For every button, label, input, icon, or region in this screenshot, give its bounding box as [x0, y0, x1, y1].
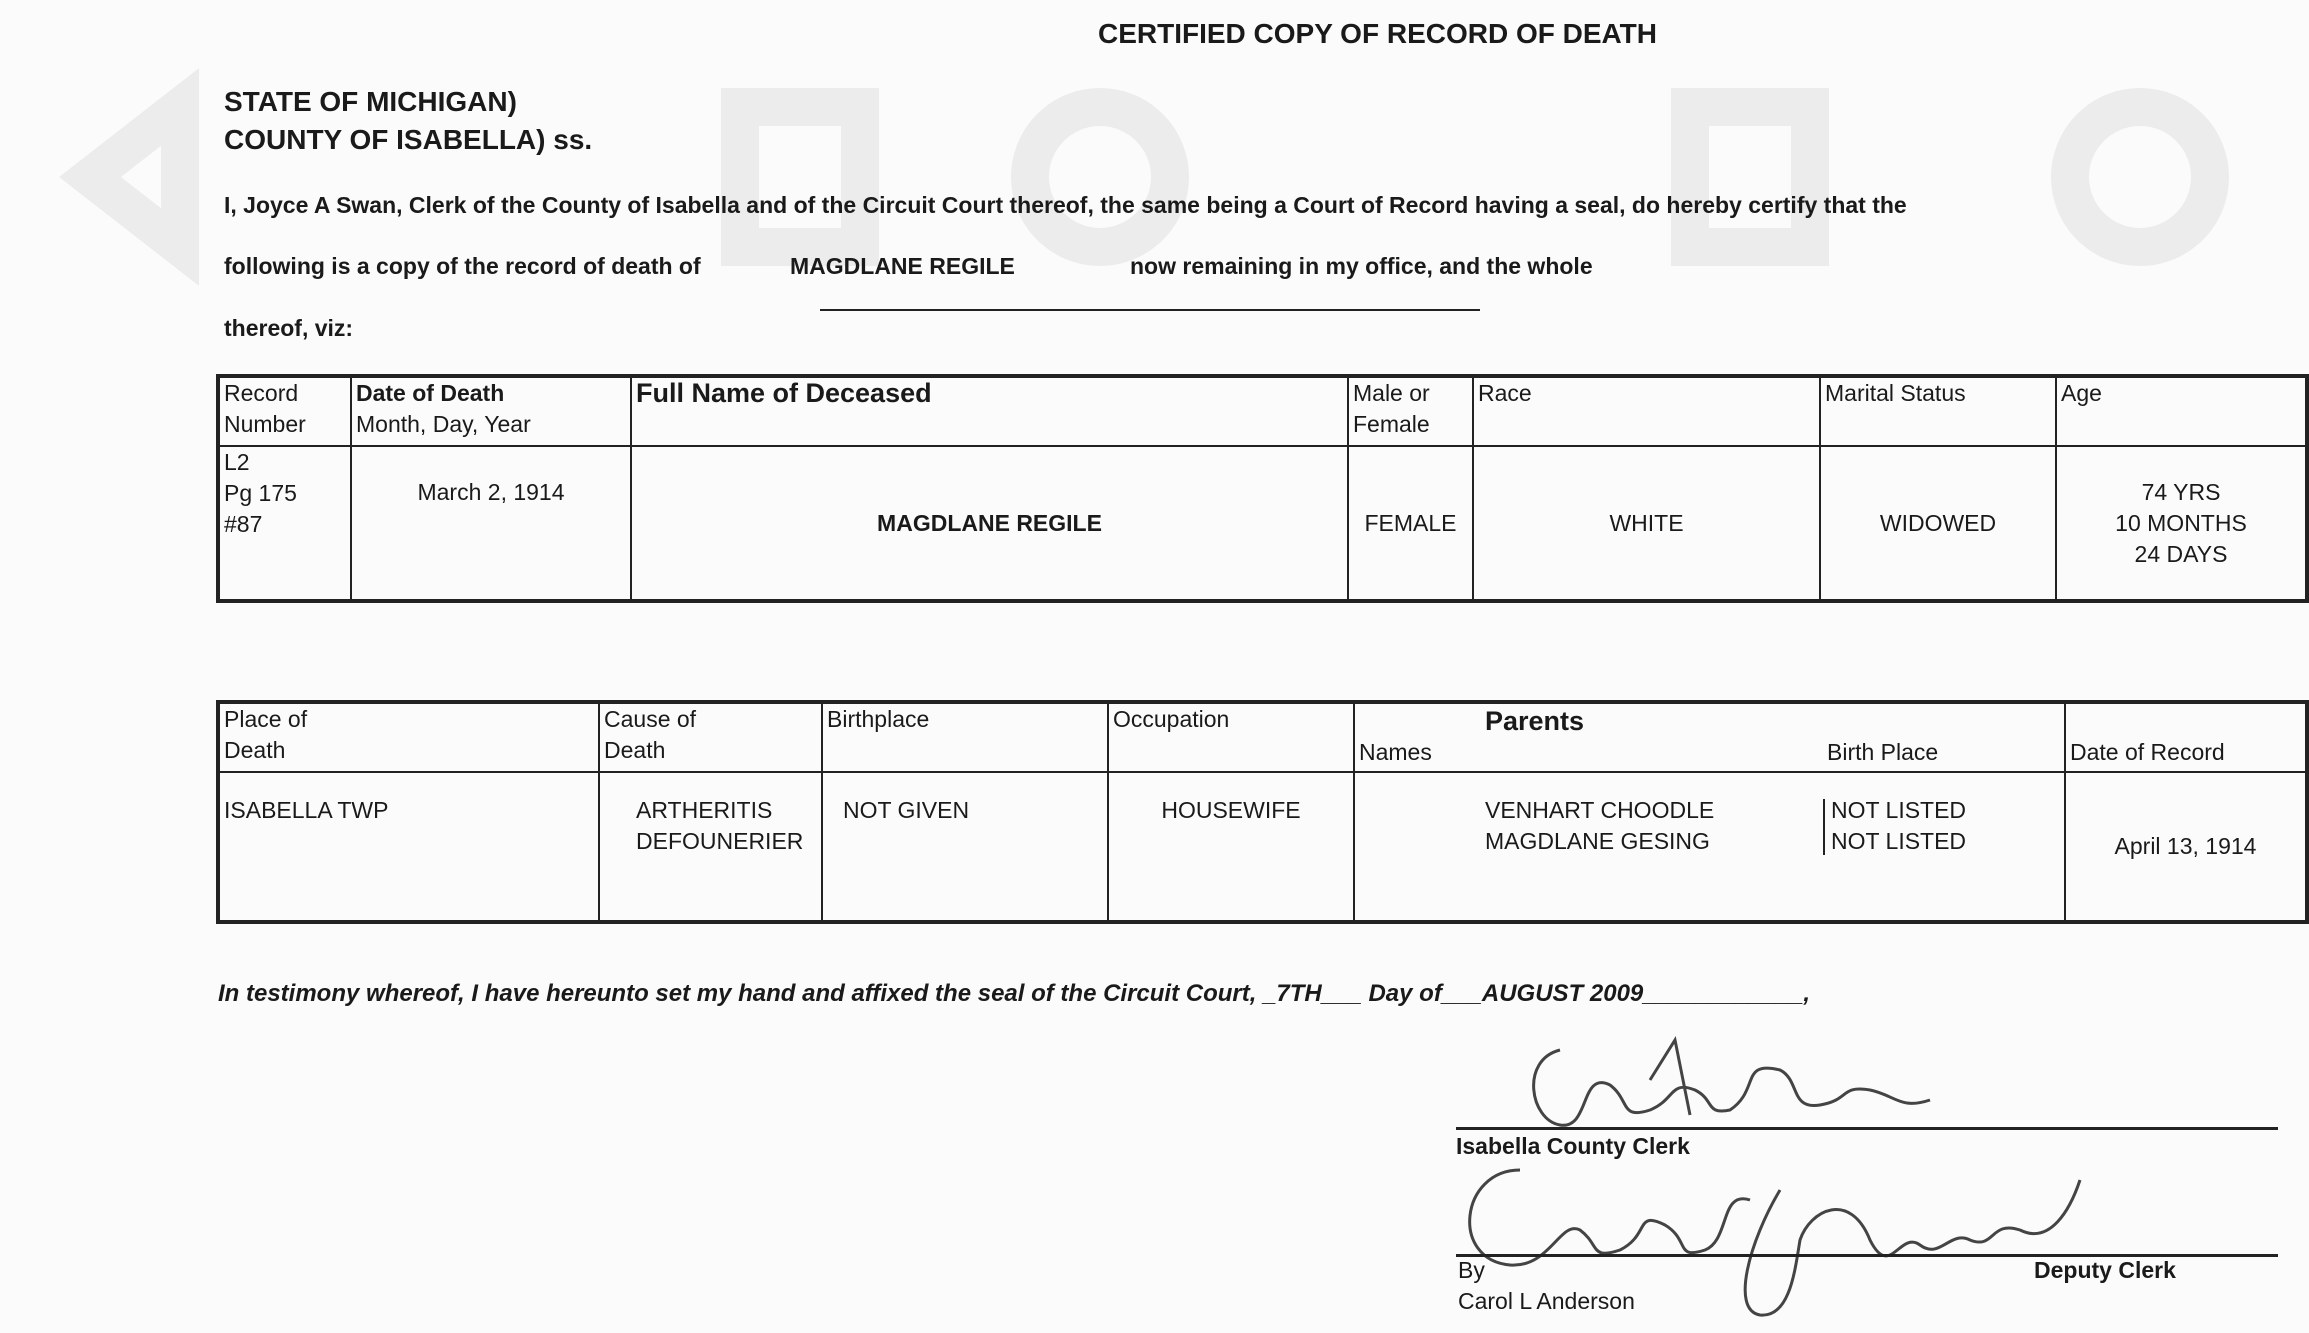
- death-record-table: [216, 374, 2309, 603]
- date-of-death-header: Date of Death Month, Day, Year: [351, 376, 631, 446]
- sex-cell: FEMALE: [1348, 446, 1473, 601]
- age-cell: 74 YRS 10 MONTHS 24 DAYS: [2056, 446, 2307, 601]
- certification-line-3: thereof, viz:: [224, 315, 354, 341]
- deputy-name: Carol L Anderson: [1458, 1288, 1635, 1314]
- birthplace-header: Birthplace: [822, 702, 1108, 772]
- race-header: Race: [1473, 376, 1820, 446]
- age-header: Age: [2056, 376, 2307, 446]
- death-details-row: [218, 772, 2307, 922]
- place-of-death-cell: ISABELLA TWP: [218, 772, 599, 922]
- parents-header: [1354, 702, 2065, 772]
- date-of-record-cell: April 13, 1914: [2065, 772, 2307, 922]
- deceased-name-field: MAGDLANE REGILE: [790, 253, 1015, 279]
- record-number-header: Record Number: [218, 376, 351, 446]
- clerk-title: Isabella County Clerk: [1456, 1133, 1690, 1159]
- cause-of-death-header: Cause of Death: [599, 702, 822, 772]
- document-title: CERTIFIED COPY OF RECORD OF DEATH: [1098, 18, 1657, 49]
- certification-line-2-suffix: now remaining in my office, and the whole: [1130, 253, 1593, 279]
- clerk-signature-line: [1456, 1127, 2278, 1130]
- by-label: By: [1458, 1257, 1485, 1283]
- cause-of-death-cell: ARTHERITIS DEFOUNERIER: [599, 772, 822, 922]
- parents-label: Parents: [1485, 706, 1585, 736]
- full-name-cell: MAGDLANE REGILE: [631, 446, 1348, 601]
- name-underline: [820, 309, 1480, 311]
- full-name-header: Full Name of Deceased: [631, 376, 1348, 446]
- record-number-cell: L2 Pg 175 #87: [218, 446, 351, 601]
- death-record-row: [218, 446, 2307, 601]
- birthplace-cell: NOT GIVEN: [822, 772, 1108, 922]
- testimony-statement: In testimony whereof, I have hereunto set my hand and affixed the seal of the Circuit Court, _7TH___ Day of___AUGUST 2009____________,: [218, 980, 1811, 1007]
- marital-status-cell: WIDOWED: [1820, 446, 2056, 601]
- deputy-clerk-title: Deputy Clerk: [2034, 1257, 2176, 1283]
- date-of-record-header: Date of Record: [2065, 702, 2307, 772]
- parent-names-label: Names: [1359, 739, 1432, 765]
- certification-line-2-prefix: following is a copy of the record of death of: [224, 253, 701, 279]
- occupation-header: Occupation: [1108, 702, 1354, 772]
- parent-names: VENHART CHOODLE MAGDLANE GESING: [1485, 797, 1715, 854]
- clerk-signature: [1500, 1030, 1960, 1150]
- parent-birth-places: NOT LISTED NOT LISTED: [1831, 797, 1967, 854]
- marital-status-header: Marital Status: [1820, 376, 2056, 446]
- occupation-cell: HOUSEWIFE: [1108, 772, 1354, 922]
- sex-header: Male or Female: [1348, 376, 1473, 446]
- race-cell: WHITE: [1473, 446, 1820, 601]
- place-of-death-header: Place of Death: [218, 702, 599, 772]
- date-of-death-cell: March 2, 1914: [351, 446, 631, 601]
- county-line: COUNTY OF ISABELLA) ss.: [224, 124, 593, 155]
- certification-line-1: I, Joyce A Swan, Clerk of the County of Isabella and of the Circuit Court thereof, the same being a Court of Record having a seal, do hereby certify that the: [224, 192, 1907, 218]
- parents-cell: [1354, 772, 2065, 922]
- death-record-header-row: [218, 376, 2307, 446]
- death-details-table: [216, 700, 2309, 924]
- death-details-header-row: [218, 702, 2307, 772]
- parent-divider: [1823, 799, 1825, 855]
- state-line: STATE OF MICHIGAN): [224, 86, 517, 117]
- parent-birth-place-label: Birth Place: [1827, 739, 1939, 765]
